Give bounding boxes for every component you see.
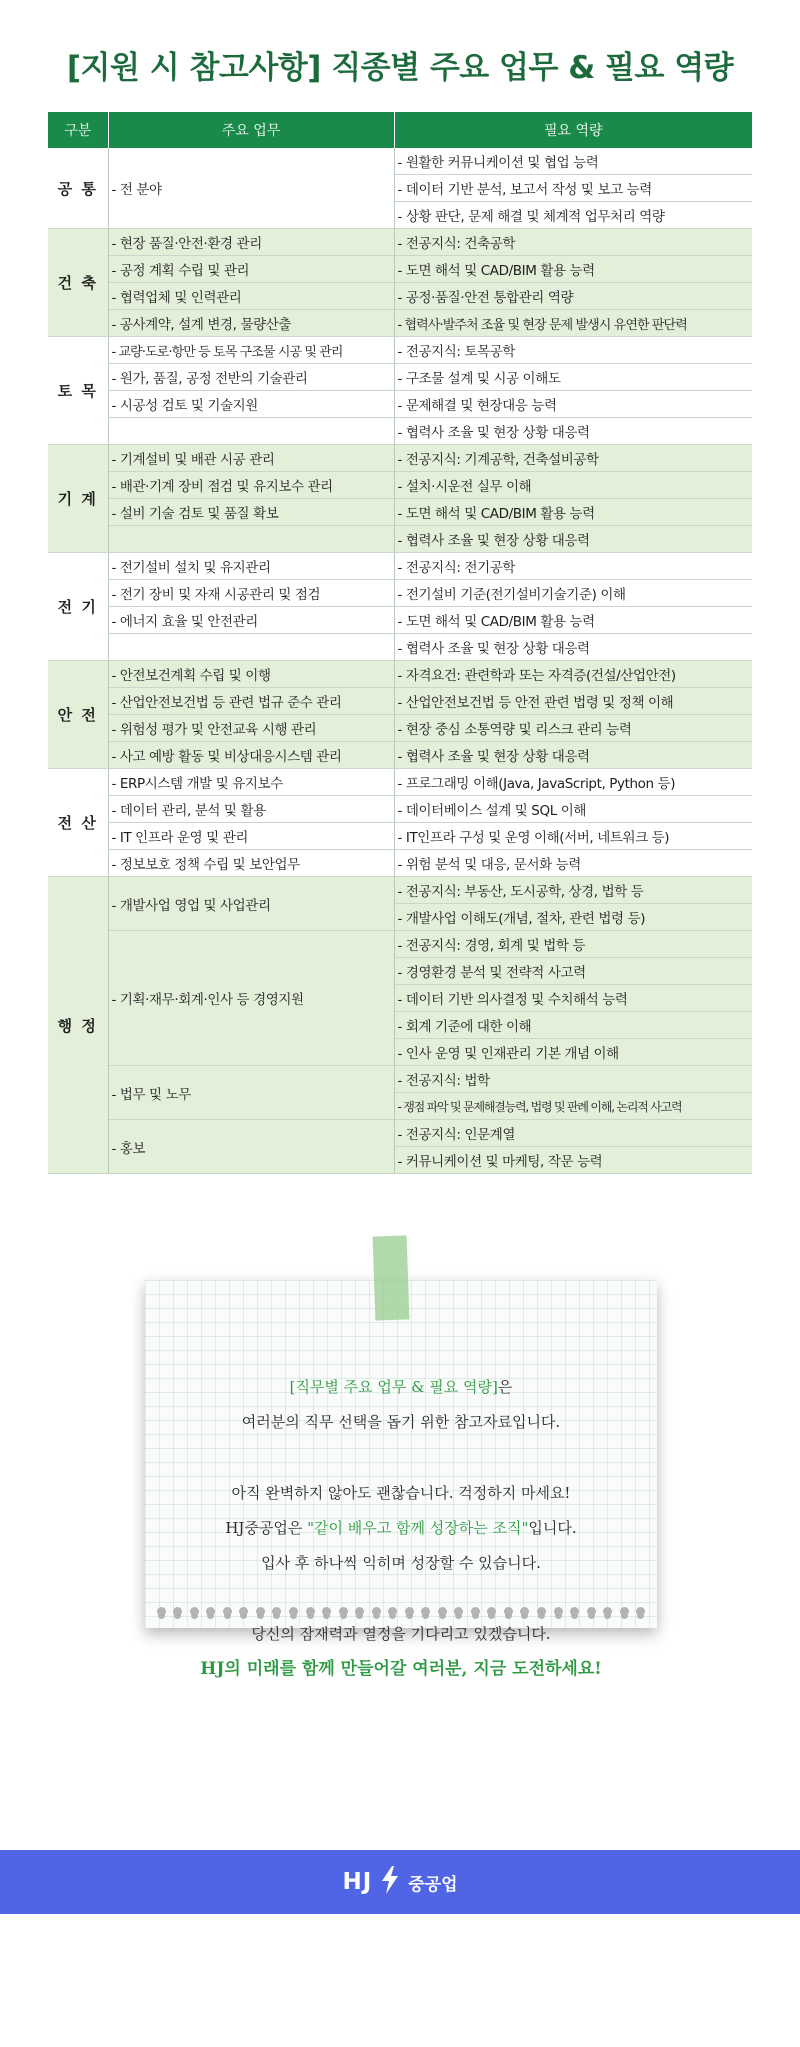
duty-cell: - 에너지 효율 및 안전관리	[108, 607, 394, 634]
skill-cell: - IT인프라 구성 및 운영 이해(서버, 네트워크 등)	[394, 823, 752, 850]
skill-cell: - 도면 해석 및 CAD/BIM 활용 능력	[394, 607, 752, 634]
skill-cell: - 경영환경 분석 및 전략적 사고력	[394, 958, 752, 985]
table-row	[48, 742, 752, 769]
note-line-4	[145, 1511, 657, 1546]
note-line-2: 여러분의 직무 선택을 돕기 위한 참고자료입니다.	[241, 1413, 561, 1431]
table-row	[48, 715, 752, 742]
category-cell: 전 기	[48, 553, 108, 661]
duty-cell: - 사고 예방 활동 및 비상대응시스템 관리	[108, 742, 394, 769]
note-line-5: 입사 후 하나씩 익히며 성장할 수 있습니다.	[261, 1554, 541, 1572]
skill-cell: - 자격요건: 관련학과 또는 자격증(건설/산업안전)	[394, 661, 752, 688]
category-cell: 건 축	[48, 229, 108, 337]
note-text-fragment: HJ중공업은	[225, 1519, 308, 1537]
category-cell: 안 전	[48, 661, 108, 769]
skill-cell: - 현장 중심 소통역량 및 리스크 관리 능력	[394, 715, 752, 742]
tape-strip	[373, 1235, 410, 1320]
duty-cell: - 교량·도로·항만 등 토목 구조물 시공 및 관리	[108, 337, 394, 364]
page-title: [지원 시 참고사항] 직종별 주요 업무 & 필요 역량	[66, 50, 734, 86]
duty-cell: - ERP시스템 개발 및 유지보수	[108, 769, 394, 796]
skill-cell: - 전공지식: 경영, 회계 및 법학 등	[394, 931, 752, 958]
table-row	[48, 1066, 752, 1093]
skill-cell: - 전공지식: 건축공학	[394, 229, 752, 256]
note-line-1	[145, 1370, 657, 1405]
header-skill: 필요 역량	[394, 112, 752, 148]
category-cell: 기 계	[48, 445, 108, 553]
table-row	[48, 580, 752, 607]
skill-cell: - 산업안전보건법 등 안전 관련 법령 및 정책 이해	[394, 688, 752, 715]
duty-cell: - 협력업체 및 인력관리	[108, 283, 394, 310]
skill-cell: - 협력사 조율 및 현장 상황 대응력	[394, 418, 752, 445]
skill-cell: - 전공지식: 인문계열	[394, 1120, 752, 1147]
category-cell: 전 산	[48, 769, 108, 877]
table-row	[48, 445, 752, 472]
table-row	[48, 364, 752, 391]
skill-cell: - 인사 운영 및 인재관리 기본 개념 이해	[394, 1039, 752, 1066]
table-row	[48, 418, 752, 445]
note-highlight: [직무별 주요 업무 & 필요 역량]	[289, 1378, 498, 1396]
duty-cell: - 데이터 관리, 분석 및 활용	[108, 796, 394, 823]
category-cell: 행 정	[48, 877, 108, 1174]
logo-hj-text: HJ	[342, 1869, 373, 1895]
logo-mark-icon	[378, 1865, 402, 1899]
table-row	[48, 823, 752, 850]
duty-cell: - 안전보건계획 수립 및 이행	[108, 661, 394, 688]
duty-cell	[108, 526, 394, 553]
skill-cell: - 전공지식: 부동산, 도시공학, 상경, 법학 등	[394, 877, 752, 904]
table-row	[48, 499, 752, 526]
duty-cell: - 시공성 검토 및 기술지원	[108, 391, 394, 418]
note-closing-line: HJ의 미래를 함께 만들어갈 여러분, 지금 도전하세요!	[200, 1659, 602, 1679]
skill-cell: - 상황 판단, 문제 해결 및 체계적 업무처리 역량	[394, 202, 752, 229]
table-row	[48, 634, 752, 661]
skill-cell: - 커뮤니케이션 및 마케팅, 작문 능력	[394, 1147, 752, 1174]
table-row	[48, 688, 752, 715]
duty-cell: - 홍보	[108, 1120, 394, 1174]
note-card	[145, 1280, 657, 1679]
footer-bar	[0, 1850, 800, 1914]
skill-cell: - 협력사 조율 및 현장 상황 대응력	[394, 634, 752, 661]
table-row	[48, 337, 752, 364]
table-row	[48, 661, 752, 688]
skill-cell: - 전공지식: 토목공학	[394, 337, 752, 364]
skill-cell: - 도면 해석 및 CAD/BIM 활용 능력	[394, 256, 752, 283]
duty-table	[48, 112, 752, 1174]
skill-cell: - 개발사업 이해도(개념, 절차, 관련 법령 등)	[394, 904, 752, 931]
duty-cell: - 공정 계획 수립 및 관리	[108, 256, 394, 283]
skill-cell: - 구조물 설계 및 시공 이해도	[394, 364, 752, 391]
skill-cell: - 프로그래밍 이해(Java, JavaScript, Python 등)	[394, 769, 752, 796]
duty-cell: - 전기 장비 및 자재 시공관리 및 점검	[108, 580, 394, 607]
skill-cell: - 전공지식: 전기공학	[394, 553, 752, 580]
table-row	[48, 1120, 752, 1147]
skill-cell: - 설치·시운전 실무 이해	[394, 472, 752, 499]
duty-cell: - 위험성 평가 및 안전교육 시행 관리	[108, 715, 394, 742]
duty-cell: - 설비 기술 검토 및 품질 확보	[108, 499, 394, 526]
category-cell: 토 목	[48, 337, 108, 445]
note-slogan: "같이 배우고 함께 성장하는 조직"	[307, 1519, 529, 1537]
duty-cell: - 전기설비 설치 및 유지관리	[108, 553, 394, 580]
table-row	[48, 931, 752, 958]
skill-cell: - 원활한 커뮤니케이션 및 협업 능력	[394, 148, 752, 175]
table-row	[48, 850, 752, 877]
skill-cell: - 데이터베이스 설계 및 SQL 이해	[394, 796, 752, 823]
note-text-fragment: 입니다.	[528, 1519, 577, 1537]
table-header-row	[48, 112, 752, 148]
duty-cell	[108, 418, 394, 445]
header-category: 구분	[48, 112, 108, 148]
skill-cell: - 협력사 조율 및 현장 상황 대응력	[394, 526, 752, 553]
duty-cell: - IT 인프라 운영 및 관리	[108, 823, 394, 850]
duty-cell	[108, 634, 394, 661]
table-row	[48, 472, 752, 499]
duty-cell: - 배관·기계 장비 점검 및 유지보수 관리	[108, 472, 394, 499]
duty-cell: - 원가, 품질, 공정 전반의 기술관리	[108, 364, 394, 391]
skill-cell: - 협력사·발주처 조율 및 현장 문제 발생시 유연한 판단력	[394, 310, 752, 337]
table-row	[48, 391, 752, 418]
table-row	[48, 256, 752, 283]
skill-cell: - 협력사 조율 및 현장 상황 대응력	[394, 742, 752, 769]
duty-cell: - 현장 품질·안전·환경 관리	[108, 229, 394, 256]
skill-cell: - 위험 분석 및 대응, 문서화 능력	[394, 850, 752, 877]
duty-cell: - 기계설비 및 배관 시공 관리	[108, 445, 394, 472]
table-row	[48, 526, 752, 553]
table-row	[48, 877, 752, 904]
skill-cell: - 데이터 기반 분석, 보고서 작성 및 보고 능력	[394, 175, 752, 202]
table-row	[48, 283, 752, 310]
table-row	[48, 607, 752, 634]
table-row	[48, 796, 752, 823]
skill-cell: - 전공지식: 법학	[394, 1066, 752, 1093]
skill-cell: - 도면 해석 및 CAD/BIM 활용 능력	[394, 499, 752, 526]
duty-cell: - 개발사업 영업 및 사업관리	[108, 877, 394, 931]
duty-cell: - 법무 및 노무	[108, 1066, 394, 1120]
duty-cell: - 공사계약, 설계 변경, 물량산출	[108, 310, 394, 337]
skill-cell: - 데이터 기반 의사결정 및 수치해석 능력	[394, 985, 752, 1012]
note-line-3: 아직 완벽하지 않아도 괜찮습니다. 걱정하지 마세요!	[231, 1484, 571, 1502]
skill-cell: - 회계 기준에 대한 이해	[394, 1012, 752, 1039]
table-row	[48, 553, 752, 580]
table-row	[48, 769, 752, 796]
duty-cell: - 기획·재무·회계·인사 등 경영지원	[108, 931, 394, 1066]
note-text-fragment: 은	[497, 1378, 513, 1396]
duty-cell: - 전 분야	[108, 148, 394, 229]
spiral-binding	[145, 1607, 657, 1616]
table-row	[48, 229, 752, 256]
table-row	[48, 148, 752, 175]
skill-cell: - 쟁점 파악 및 문제해결능력, 법령 및 판례 이해, 논리적 사고력	[394, 1093, 752, 1120]
header-duty: 주요 업무	[108, 112, 394, 148]
duty-cell: - 정보보호 정책 수립 및 보안업무	[108, 850, 394, 877]
table-row	[48, 310, 752, 337]
skill-cell: - 전공지식: 기계공학, 건축설비공학	[394, 445, 752, 472]
duty-cell: - 산업안전보건법 등 관련 법규 준수 관리	[108, 688, 394, 715]
note-text	[145, 1370, 657, 1687]
note-line-6: 당신의 잠재력과 열정을 기다리고 있겠습니다.	[251, 1625, 551, 1643]
category-cell: 공 통	[48, 148, 108, 229]
skill-cell: - 전기설비 기준(전기설비기술기준) 이해	[394, 580, 752, 607]
logo-company-name: 중공업	[408, 1874, 458, 1895]
skill-cell: - 문제해결 및 현장대응 능력	[394, 391, 752, 418]
skill-cell: - 공정·품질·안전 통합관리 역량	[394, 283, 752, 310]
